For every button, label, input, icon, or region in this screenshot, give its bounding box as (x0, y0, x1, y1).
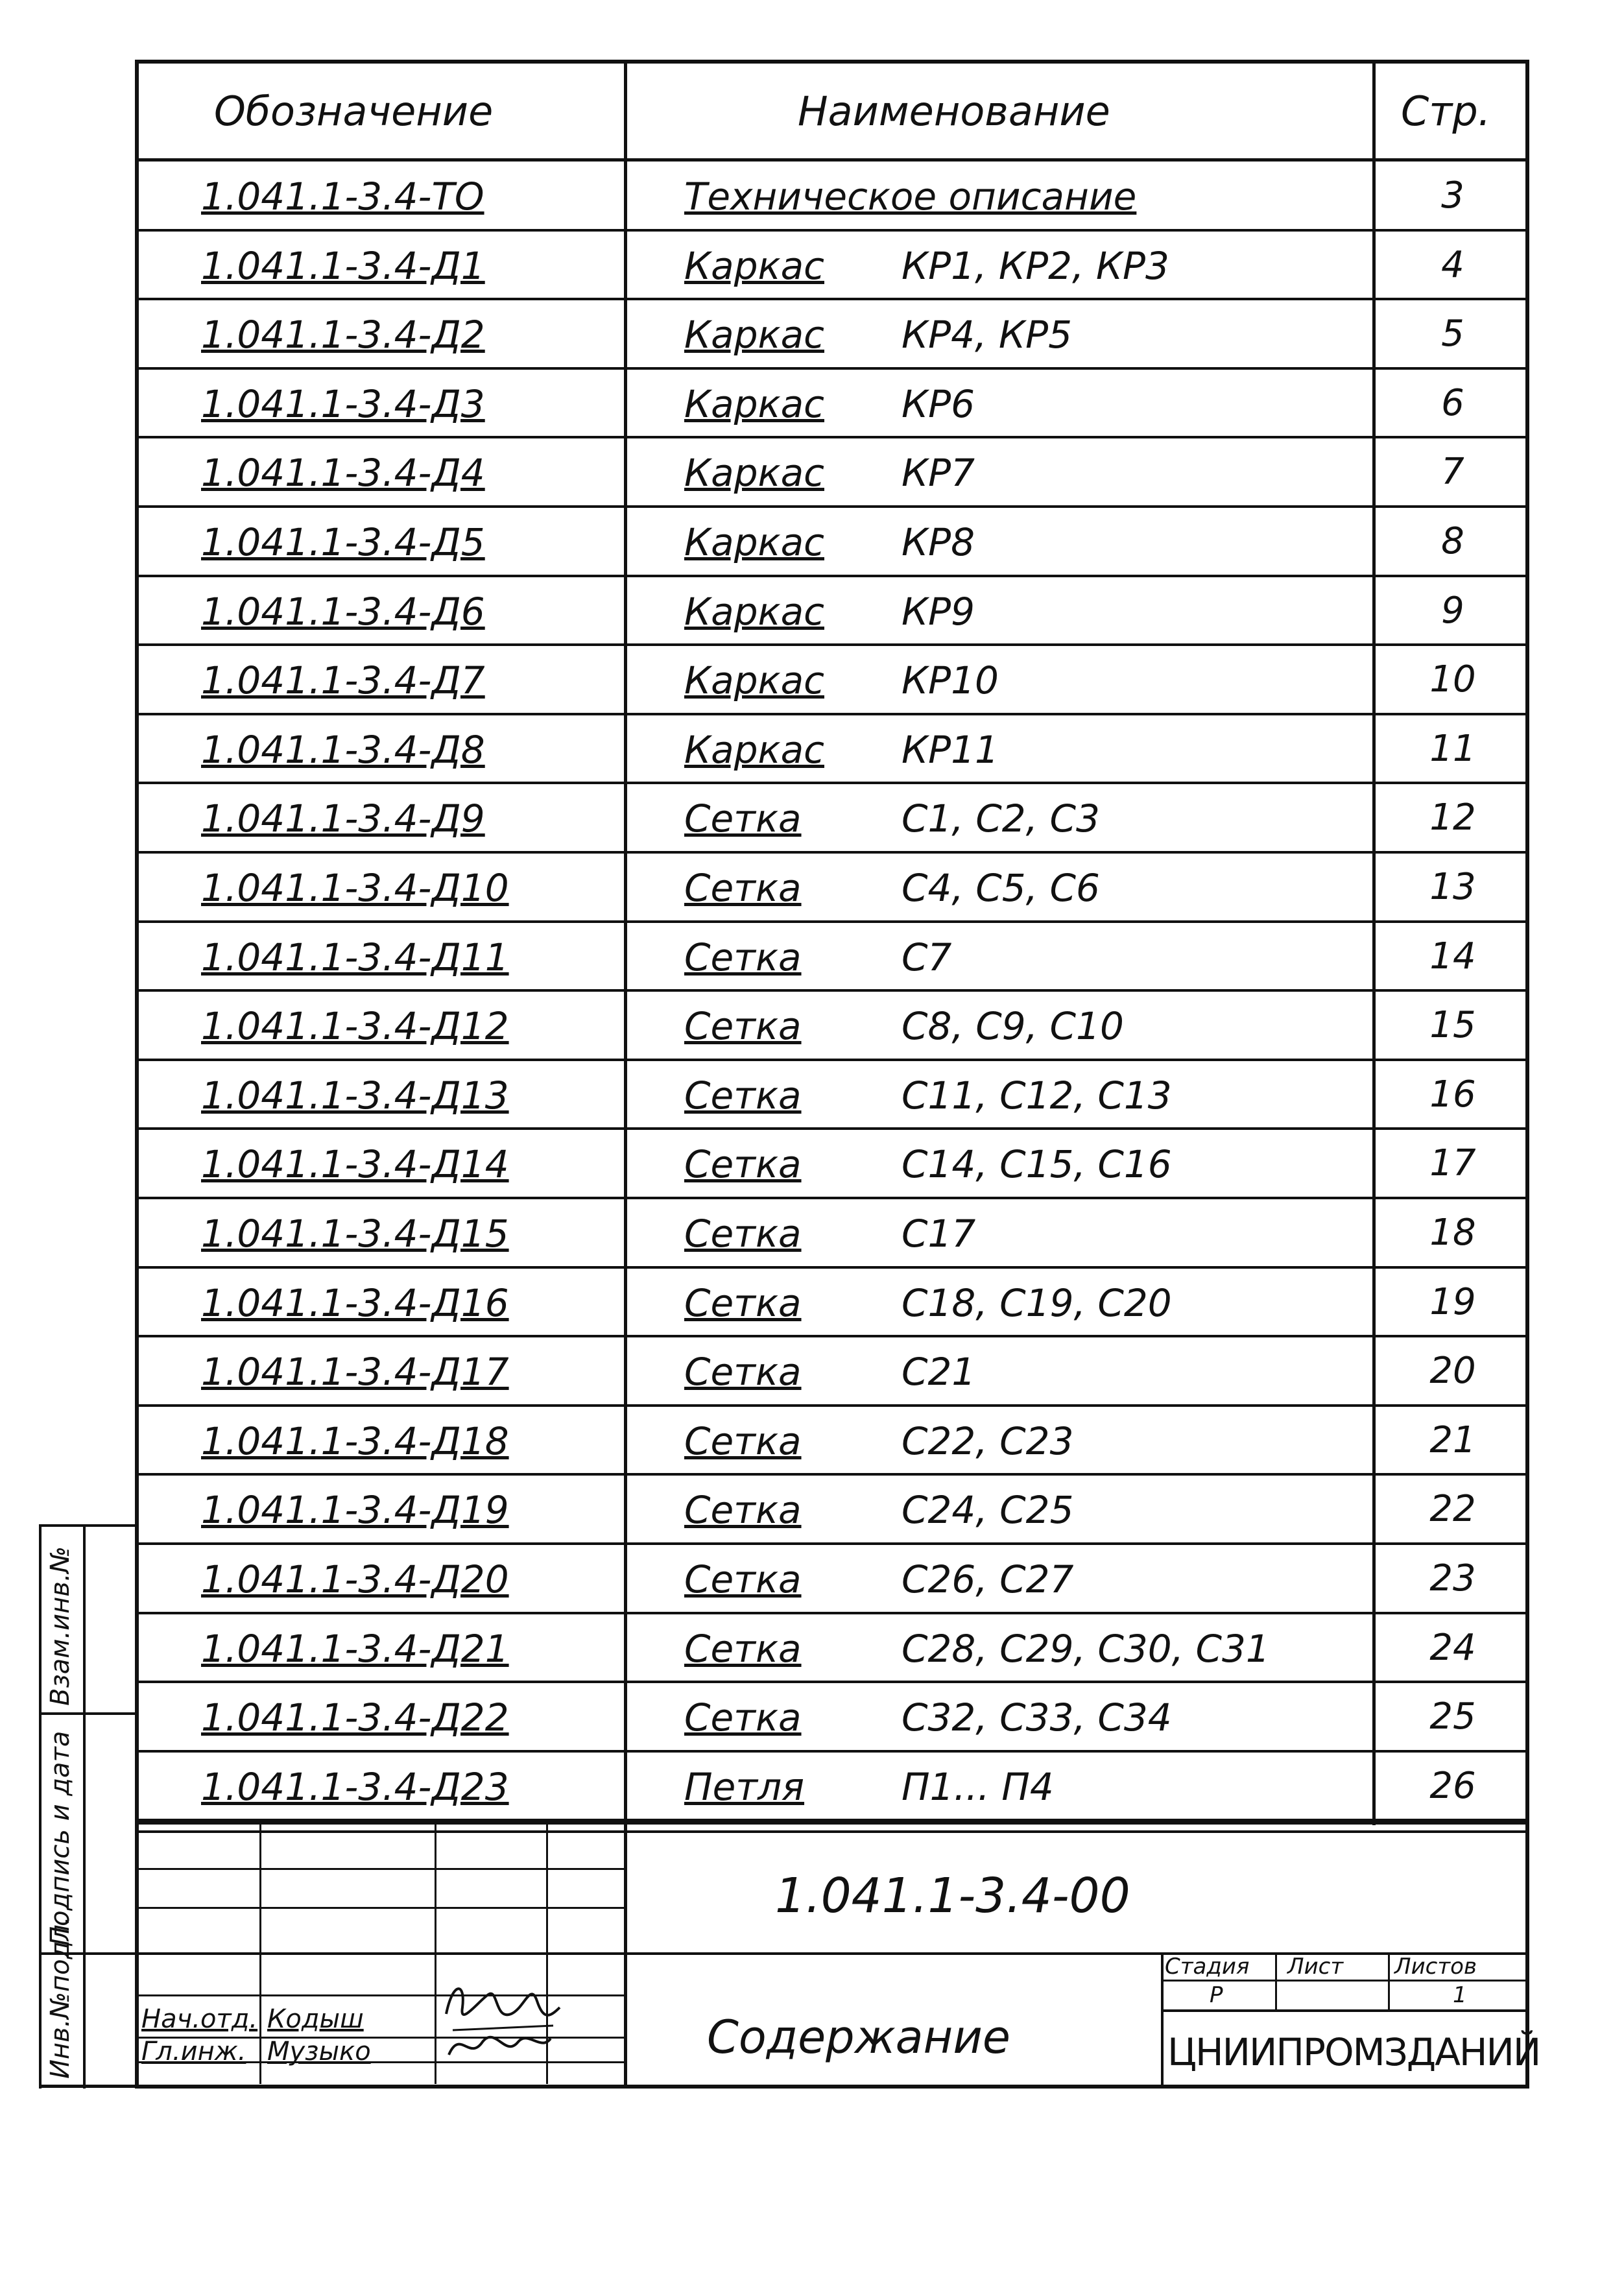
row-type: Каркас (684, 590, 824, 634)
row-items: С28, С29, С30, С31 (902, 1627, 1270, 1671)
row-page: 7 (1441, 451, 1464, 493)
row-divider (135, 1404, 1529, 1407)
row-divider (135, 1681, 1529, 1683)
row-page: 17 (1429, 1142, 1476, 1184)
row-page: 12 (1429, 796, 1476, 839)
row-divider (135, 1473, 1529, 1476)
row-type: Сетка (684, 1627, 802, 1671)
row-divider (135, 1542, 1529, 1545)
row-items: С1, С2, С3 (902, 796, 1100, 841)
row-divider (135, 1612, 1529, 1614)
row-divider (135, 436, 1529, 438)
sheets-value: 1 (1453, 1982, 1467, 2008)
stage-block-h2 (1161, 2009, 1529, 2012)
row-page: 18 (1429, 1212, 1476, 1254)
row-designation: 1.041.1-3.4-Д17 (201, 1350, 509, 1394)
frame-bottom (135, 2085, 1529, 2089)
row-page: 13 (1429, 866, 1476, 908)
row-items: С14, С15, С16 (902, 1142, 1172, 1186)
row-type: Петля (684, 1765, 805, 1809)
row-type: Сетка (684, 1557, 802, 1601)
row-items: П1... П4 (902, 1765, 1054, 1809)
row-designation: 1.041.1-3.4-Д9 (201, 796, 485, 841)
row-designation: 1.041.1-3.4-Д2 (201, 313, 485, 357)
staff-name-2: Музыко (267, 2037, 371, 2066)
stamp-top-line-2 (135, 1830, 1529, 1833)
row-page: 21 (1429, 1419, 1476, 1461)
row-page: 9 (1441, 590, 1464, 632)
row-items: КР4, КР5 (902, 313, 1072, 357)
row-designation: 1.041.1-3.4-Д8 (201, 728, 485, 772)
row-items: С32, С33, С34 (902, 1695, 1172, 1740)
row-divider (135, 367, 1529, 370)
header-name: Наименование (798, 88, 1110, 135)
row-designation: 1.041.1-3.4-Д4 (201, 451, 485, 495)
row-divider (135, 920, 1529, 923)
row-designation: 1.041.1-3.4-Д15 (201, 1212, 509, 1256)
row-divider (135, 1127, 1529, 1130)
row-divider (135, 575, 1529, 577)
row-divider (135, 1059, 1529, 1061)
row-items: С22, С23 (902, 1419, 1074, 1463)
row-items: КР10 (902, 658, 999, 702)
row-type: Каркас (684, 313, 824, 357)
row-items: С11, С12, С13 (902, 1073, 1172, 1118)
side-strip-outer (39, 1524, 42, 2089)
row-page: 24 (1429, 1627, 1476, 1669)
stamp-col-divider (624, 1821, 627, 2089)
row-designation: 1.041.1-3.4-Д13 (201, 1073, 509, 1118)
row-items: С24, С25 (902, 1488, 1074, 1532)
stage-block-v3 (1388, 1952, 1390, 2011)
side-strip-div1 (39, 1712, 136, 1715)
stage-block-v2 (1275, 1952, 1277, 2011)
stage-label: Стадия (1165, 1954, 1250, 1980)
row-type: Сетка (684, 796, 802, 841)
row-items: КР6 (902, 382, 975, 426)
row-page: 3 (1441, 174, 1464, 217)
row-type: Каркас (684, 244, 824, 288)
row-divider (135, 229, 1529, 232)
row-page: 16 (1429, 1073, 1476, 1116)
row-designation: 1.041.1-3.4-Д12 (201, 1004, 509, 1048)
stage-value: Р (1210, 1982, 1223, 2008)
row-page: 22 (1429, 1488, 1476, 1530)
row-page: 4 (1441, 244, 1464, 286)
row-type: Каркас (684, 728, 824, 772)
row-designation: 1.041.1-3.4-Д20 (201, 1557, 509, 1601)
stamp-grid-h1 (135, 1868, 625, 1870)
row-divider (135, 298, 1529, 300)
row-items: КР9 (902, 590, 975, 634)
stage-block-left (1161, 1952, 1164, 2089)
row-items: С18, С19, С20 (902, 1281, 1172, 1325)
row-type: Техническое описание (684, 174, 1137, 219)
row-designation: 1.041.1-3.4-Д21 (201, 1627, 509, 1671)
row-designation: 1.041.1-3.4-Д1 (201, 244, 485, 288)
row-items: С4, С5, С6 (902, 866, 1100, 910)
stamp-grid-h3 (135, 1952, 625, 1955)
side-signature-date: Подпись и дата (45, 1730, 75, 1946)
row-designation: 1.041.1-3.4-Д10 (201, 866, 509, 910)
row-designation: 1.041.1-3.4-Д16 (201, 1281, 509, 1325)
row-items: С8, С9, С10 (902, 1004, 1124, 1048)
row-page: 8 (1441, 520, 1464, 562)
row-page: 15 (1429, 1004, 1476, 1046)
row-designation: 1.041.1-3.4-ТО (201, 174, 484, 219)
row-items: КР8 (902, 520, 975, 564)
row-type: Сетка (684, 1142, 802, 1186)
side-replacement-inv: Взам.инв.№ (45, 1546, 75, 1706)
row-type: Сетка (684, 866, 802, 910)
row-page: 19 (1429, 1281, 1476, 1323)
row-designation: 1.041.1-3.4-Д19 (201, 1488, 509, 1532)
row-type: Сетка (684, 935, 802, 979)
sheets-label: Листов (1394, 1954, 1477, 1980)
row-designation: 1.041.1-3.4-Д5 (201, 520, 485, 564)
row-items: С17 (902, 1212, 976, 1256)
row-divider (135, 989, 1529, 992)
column-divider-1 (624, 60, 627, 1825)
row-type: Сетка (684, 1073, 802, 1118)
staff-role-2: Гл.инж. (141, 2037, 246, 2066)
row-items: С21 (902, 1350, 976, 1394)
row-divider (135, 782, 1529, 784)
organization-name: ЦНИИПРОМЗДАНИЙ (1167, 2030, 1540, 2074)
side-strip-top (39, 1524, 136, 1527)
stamp-top-line (135, 1821, 1529, 1825)
row-type: Сетка (684, 1212, 802, 1256)
row-type: Сетка (684, 1350, 802, 1394)
side-strip-bottom (39, 2085, 136, 2088)
row-divider (135, 1197, 1529, 1199)
row-items: КР11 (902, 728, 999, 772)
row-divider (135, 1266, 1529, 1269)
row-items: КР1, КР2, КР3 (902, 244, 1169, 288)
row-divider (135, 851, 1529, 854)
frame-left (135, 60, 139, 2089)
document-title: Содержание (707, 2011, 1010, 2064)
side-strip-inner (83, 1524, 86, 2089)
row-page: 6 (1441, 382, 1464, 424)
row-divider (135, 643, 1529, 646)
row-page: 5 (1441, 313, 1464, 355)
row-designation: 1.041.1-3.4-Д18 (201, 1419, 509, 1463)
row-type: Сетка (684, 1419, 802, 1463)
staff-name-1: Кодыш (267, 2004, 364, 2034)
row-type: Каркас (684, 658, 824, 702)
row-items: С26, С27 (902, 1557, 1074, 1601)
row-divider (135, 713, 1529, 715)
stamp-grid-h2 (135, 1907, 625, 1909)
row-page: 10 (1429, 658, 1476, 700)
row-designation: 1.041.1-3.4-Д3 (201, 382, 485, 426)
row-designation: 1.041.1-3.4-Д22 (201, 1695, 509, 1740)
row-page: 26 (1429, 1765, 1476, 1807)
row-type: Сетка (684, 1281, 802, 1325)
row-page: 23 (1429, 1557, 1476, 1599)
row-divider (135, 505, 1529, 508)
stamp-code-bottom (624, 1952, 1529, 1955)
row-type: Каркас (684, 382, 824, 426)
header-divider (135, 158, 1529, 162)
signature-2 (444, 2022, 554, 2068)
row-type: Сетка (684, 1488, 802, 1532)
row-divider (135, 1335, 1529, 1337)
row-designation: 1.041.1-3.4-Д6 (201, 590, 485, 634)
side-original-inv: Инв.№подл. (45, 1916, 75, 2079)
row-page: 25 (1429, 1695, 1476, 1738)
row-designation: 1.041.1-3.4-Д11 (201, 935, 509, 979)
header-page: Стр. (1401, 88, 1491, 135)
row-type: Каркас (684, 520, 824, 564)
row-divider (135, 1750, 1529, 1753)
frame-top (135, 60, 1529, 64)
row-type: Сетка (684, 1004, 802, 1048)
document-code: 1.041.1-3.4-00 (775, 1868, 1130, 1924)
row-items: КР7 (902, 451, 975, 495)
row-type: Каркас (684, 451, 824, 495)
sheet-label: Лист (1287, 1954, 1344, 1980)
header-designation: Обозначение (214, 88, 494, 135)
staff-role-1: Нач.отд. (141, 2004, 258, 2034)
row-designation: 1.041.1-3.4-Д7 (201, 658, 485, 702)
row-page: 11 (1429, 728, 1476, 770)
row-items: С7 (902, 935, 952, 979)
row-page: 20 (1429, 1350, 1476, 1392)
stage-block-h1 (1161, 1980, 1529, 1982)
row-designation: 1.041.1-3.4-Д14 (201, 1142, 509, 1186)
row-type: Сетка (684, 1695, 802, 1740)
row-page: 14 (1429, 935, 1476, 977)
row-designation: 1.041.1-3.4-Д23 (201, 1765, 509, 1809)
